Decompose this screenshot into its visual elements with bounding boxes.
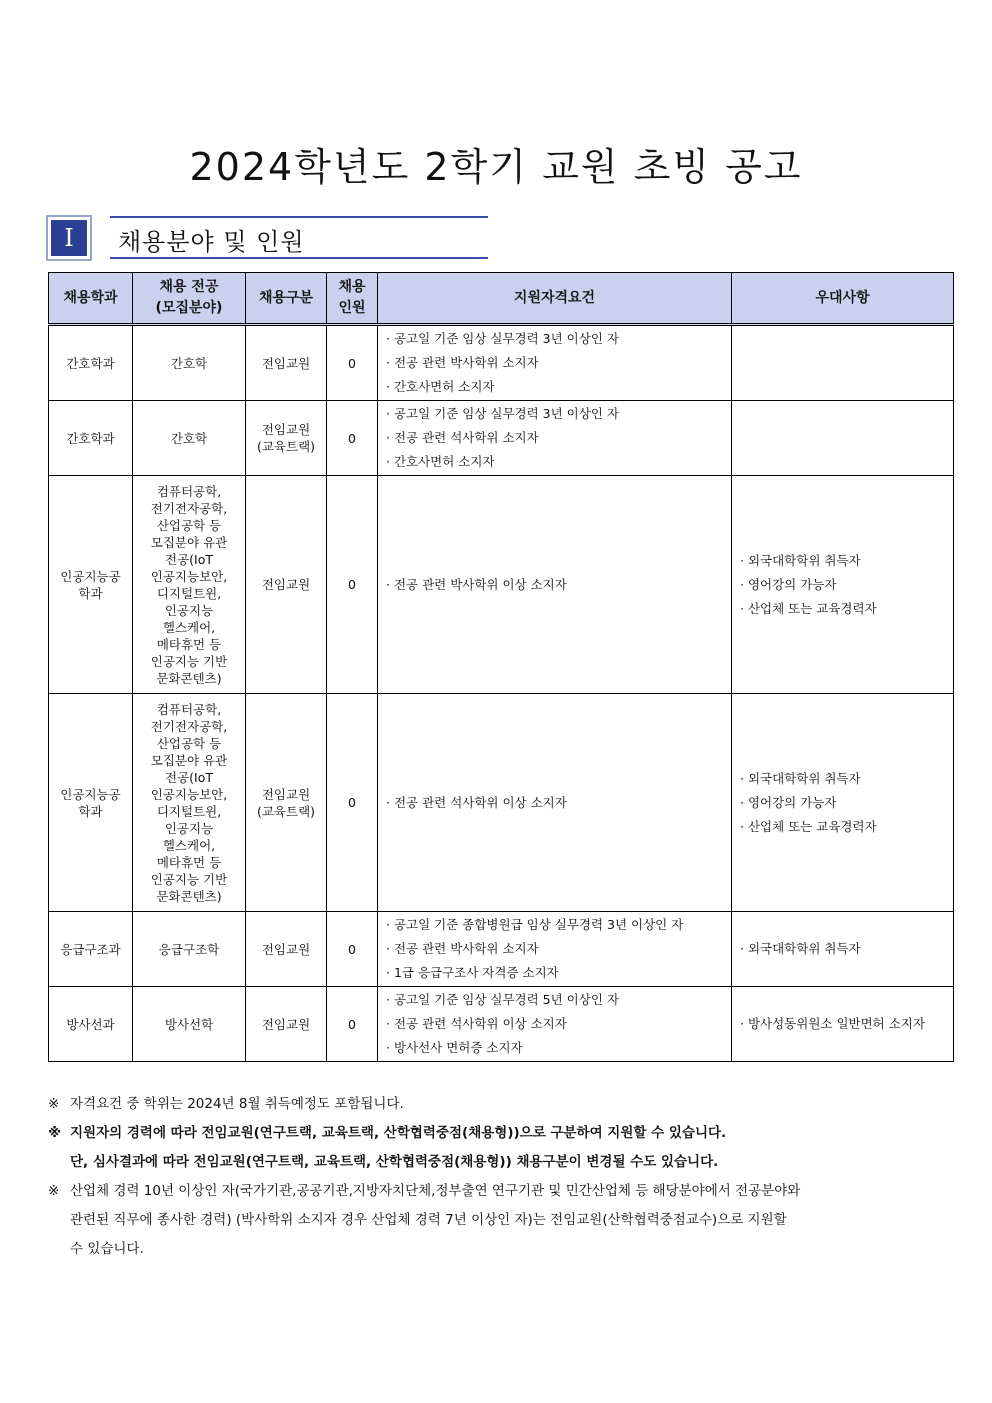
cell-preferences <box>732 987 954 1062</box>
cell-preferences <box>732 912 954 987</box>
cell-preferences <box>732 694 954 912</box>
header-dept: 채용학과 <box>49 273 133 325</box>
cell-major-line: 인공지능보안, <box>150 568 228 584</box>
table-row <box>49 325 954 401</box>
cell-count: 0 <box>327 987 378 1062</box>
cell-qualifications <box>378 987 732 1062</box>
cell-major <box>133 325 246 401</box>
cell-dept <box>49 401 133 476</box>
table-row <box>49 694 954 912</box>
cell-preferences <box>732 476 954 694</box>
cell-major-line: 전공(IoT <box>165 769 213 785</box>
cell-major-line: 인공지능 <box>164 820 214 836</box>
section-title: 채용분야 및 인원 <box>118 228 305 256</box>
cell-major-line: 메타휴먼 등 <box>156 636 222 652</box>
cell-type <box>246 325 327 401</box>
cell-type <box>246 912 327 987</box>
list-item: · 전공 관련 박사학위 이상 소지자 <box>386 573 730 597</box>
cell-dept-line: 방사선과 <box>66 1016 115 1032</box>
section-rule-bottom <box>110 257 488 259</box>
section-rule-top <box>110 216 488 218</box>
cell-major-line: 인공지능보안, <box>150 786 228 802</box>
cell-preferences <box>732 401 954 476</box>
cell-major-line: 메타휴먼 등 <box>156 854 222 870</box>
cell-dept-line: 학과 <box>78 585 103 601</box>
note-3-continued-2: 수 있습니다. <box>70 1241 144 1257</box>
section-number: I <box>51 220 87 256</box>
note-mark: ※ <box>48 1125 62 1141</box>
header-count-line2: 인원 <box>338 300 366 316</box>
list-item: · 외국대학학위 취득자 <box>740 549 952 573</box>
list-item: · 전공 관련 석사학위 소지자 <box>386 426 730 450</box>
table-body <box>49 325 954 1062</box>
cell-type-line: 전임교원 <box>261 786 311 802</box>
list-item: · 산업체 또는 교육경력자 <box>740 815 952 839</box>
cell-major-line: 산업공학 등 <box>156 517 222 533</box>
cell-major-line: 모집분야 유관 <box>150 752 228 768</box>
cell-count: 0 <box>327 694 378 912</box>
cell-type <box>246 694 327 912</box>
list-item: · 방사성동위원소 일반면허 소지자 <box>740 1012 952 1036</box>
cell-dept <box>49 987 133 1062</box>
cell-qualifications <box>378 401 732 476</box>
cell-qualifications <box>378 694 732 912</box>
list-item: · 1급 응급구조사 자격증 소지자 <box>386 961 730 985</box>
note-2 <box>48 1119 953 1148</box>
cell-major-line: 헬스케어, <box>162 837 216 853</box>
list-item: · 공고일 기준 임상 실무경력 5년 이상인 자 <box>386 988 730 1012</box>
cell-qualifications <box>378 912 732 987</box>
list-item: · 공고일 기준 종합병원급 임상 실무경력 3년 이상인 자 <box>386 913 730 937</box>
cell-dept-line: 인공지능공 <box>60 786 121 802</box>
cell-type-line: 전임교원 <box>261 1016 311 1032</box>
list-item: · 방사선사 면허증 소지자 <box>386 1036 730 1060</box>
header-count-line1: 채용 <box>338 279 366 295</box>
list-item: · 전공 관련 박사학위 소지자 <box>386 351 730 375</box>
cell-major-line: 헬스케어, <box>162 619 216 635</box>
cell-type-line: (교육트랙) <box>256 439 316 454</box>
list-item: · 전공 관련 박사학위 소지자 <box>386 937 730 961</box>
cell-dept <box>49 912 133 987</box>
note-3 <box>48 1177 953 1206</box>
cell-qualifications <box>378 325 732 401</box>
cell-major-line: 컴퓨터공학, <box>156 483 222 499</box>
list-item: · 외국대학학위 취득자 <box>740 937 952 961</box>
header-preferences: 우대사항 <box>732 273 954 325</box>
cell-type <box>246 476 327 694</box>
cell-major-line: 문화콘텐츠) <box>156 670 222 686</box>
list-item: · 영어강의 가능자 <box>740 791 952 815</box>
cell-type <box>246 401 327 476</box>
cell-major <box>133 694 246 912</box>
cell-major-line: 모집분야 유관 <box>150 534 228 550</box>
cell-major-line: 문화콘텐츠) <box>156 888 222 904</box>
cell-count: 0 <box>327 401 378 476</box>
list-item: · 간호사면허 소지자 <box>386 450 730 474</box>
section-number-badge <box>46 215 92 261</box>
cell-major-line: 전기전자공학, <box>150 718 228 734</box>
cell-dept-line: 간호학과 <box>66 430 115 446</box>
note-2-text: 지원자의 경력에 따라 전임교원(연구트랙, 교육트랙, 산학협력중점(채용형))으로 구분하여 지원할 수 있습니다. <box>70 1125 727 1141</box>
cell-major <box>133 401 246 476</box>
cell-dept <box>49 325 133 401</box>
notes <box>48 1090 953 1264</box>
table-row <box>49 987 954 1062</box>
cell-major <box>133 476 246 694</box>
cell-major-line: 인공지능 기반 <box>150 871 228 887</box>
cell-type <box>246 987 327 1062</box>
note-1 <box>48 1090 953 1119</box>
list-item: · 전공 관련 석사학위 이상 소지자 <box>386 791 730 815</box>
cell-type-line: 전임교원 <box>261 355 311 371</box>
cell-count: 0 <box>327 912 378 987</box>
cell-major-line: 컴퓨터공학, <box>156 701 222 717</box>
cell-major-line: 응급구조학 <box>158 941 220 957</box>
header-type: 채용구분 <box>246 273 327 325</box>
table-row <box>49 912 954 987</box>
cell-dept-line: 간호학과 <box>66 355 115 371</box>
cell-count: 0 <box>327 476 378 694</box>
cell-major-line: 인공지능 <box>164 602 214 618</box>
table-row <box>49 401 954 476</box>
header-qualifications: 지원자격요건 <box>378 273 732 325</box>
table-row <box>49 476 954 694</box>
cell-major-line: 전공(IoT <box>165 551 213 567</box>
cell-type-line: (교육트랙) <box>256 803 316 819</box>
cell-qualifications <box>378 476 732 694</box>
note-2-continued: 단, 심사결과에 따라 전임교원(연구트랙, 교육트랙, 산학협력중점(채용형)) 채용구분이 변경될 수도 있습니다. <box>70 1154 719 1170</box>
cell-dept-line: 인공지능공 <box>60 568 121 584</box>
list-item: · 공고일 기준 임상 실무경력 3년 이상인 자 <box>386 402 730 426</box>
note-3-continued-1: 관련된 직무에 종사한 경력) (박사학위 소지자 경우 산업체 경력 7년 이상인 자)는 전임교원(산학협력중점교수)으로 지원할 <box>70 1212 787 1228</box>
cell-preferences <box>732 325 954 401</box>
page-title: 2024학년도 2학기 교원 초빙 공고 <box>189 145 803 189</box>
cell-major-line: 인공지능 기반 <box>150 653 228 669</box>
cell-major-line: 간호학 <box>170 355 208 371</box>
header-major-line2: (모집분야) <box>155 300 223 316</box>
cell-major <box>133 912 246 987</box>
list-item: · 외국대학학위 취득자 <box>740 767 952 791</box>
cell-major <box>133 987 246 1062</box>
cell-dept-line: 응급구조과 <box>60 941 121 957</box>
cell-dept <box>49 694 133 912</box>
cell-major-line: 산업공학 등 <box>156 735 222 751</box>
cell-major-line: 방사선학 <box>164 1016 214 1032</box>
cell-dept-line: 학과 <box>78 803 103 819</box>
cell-major-line: 간호학 <box>170 430 208 446</box>
list-item: · 간호사면허 소지자 <box>386 375 730 399</box>
note-1-text: 자격요건 중 학위는 2024년 8월 취득예정도 포함됩니다. <box>70 1096 404 1112</box>
cell-dept <box>49 476 133 694</box>
list-item: · 공고일 기준 임상 실무경력 3년 이상인 자 <box>386 327 730 351</box>
cell-count: 0 <box>327 325 378 401</box>
cell-type-line: 전임교원 <box>261 422 311 437</box>
table-header-row <box>49 273 954 325</box>
recruitment-table <box>48 272 954 1062</box>
cell-major-line: 전기전자공학, <box>150 500 228 516</box>
cell-type-line: 전임교원 <box>261 941 311 957</box>
note-3-text: 산업체 경력 10년 이상인 자(국가기관,공공기관,지방자치단체,정부출연 연구기관 및 민간산업체 등 해당분야에서 전공분야와 <box>70 1183 801 1199</box>
header-major-line1: 채용 전공 <box>159 279 219 295</box>
cell-major-line: 디지털트윈, <box>156 803 222 819</box>
cell-major-line: 디지털트윈, <box>156 585 222 601</box>
list-item: · 산업체 또는 교육경력자 <box>740 597 952 621</box>
note-mark: ※ <box>48 1096 60 1112</box>
header-major <box>133 273 246 325</box>
header-count <box>327 273 378 325</box>
note-mark: ※ <box>48 1183 60 1199</box>
cell-type-line: 전임교원 <box>261 577 311 592</box>
list-item: · 영어강의 가능자 <box>740 573 952 597</box>
list-item: · 전공 관련 석사학위 이상 소지자 <box>386 1012 730 1036</box>
